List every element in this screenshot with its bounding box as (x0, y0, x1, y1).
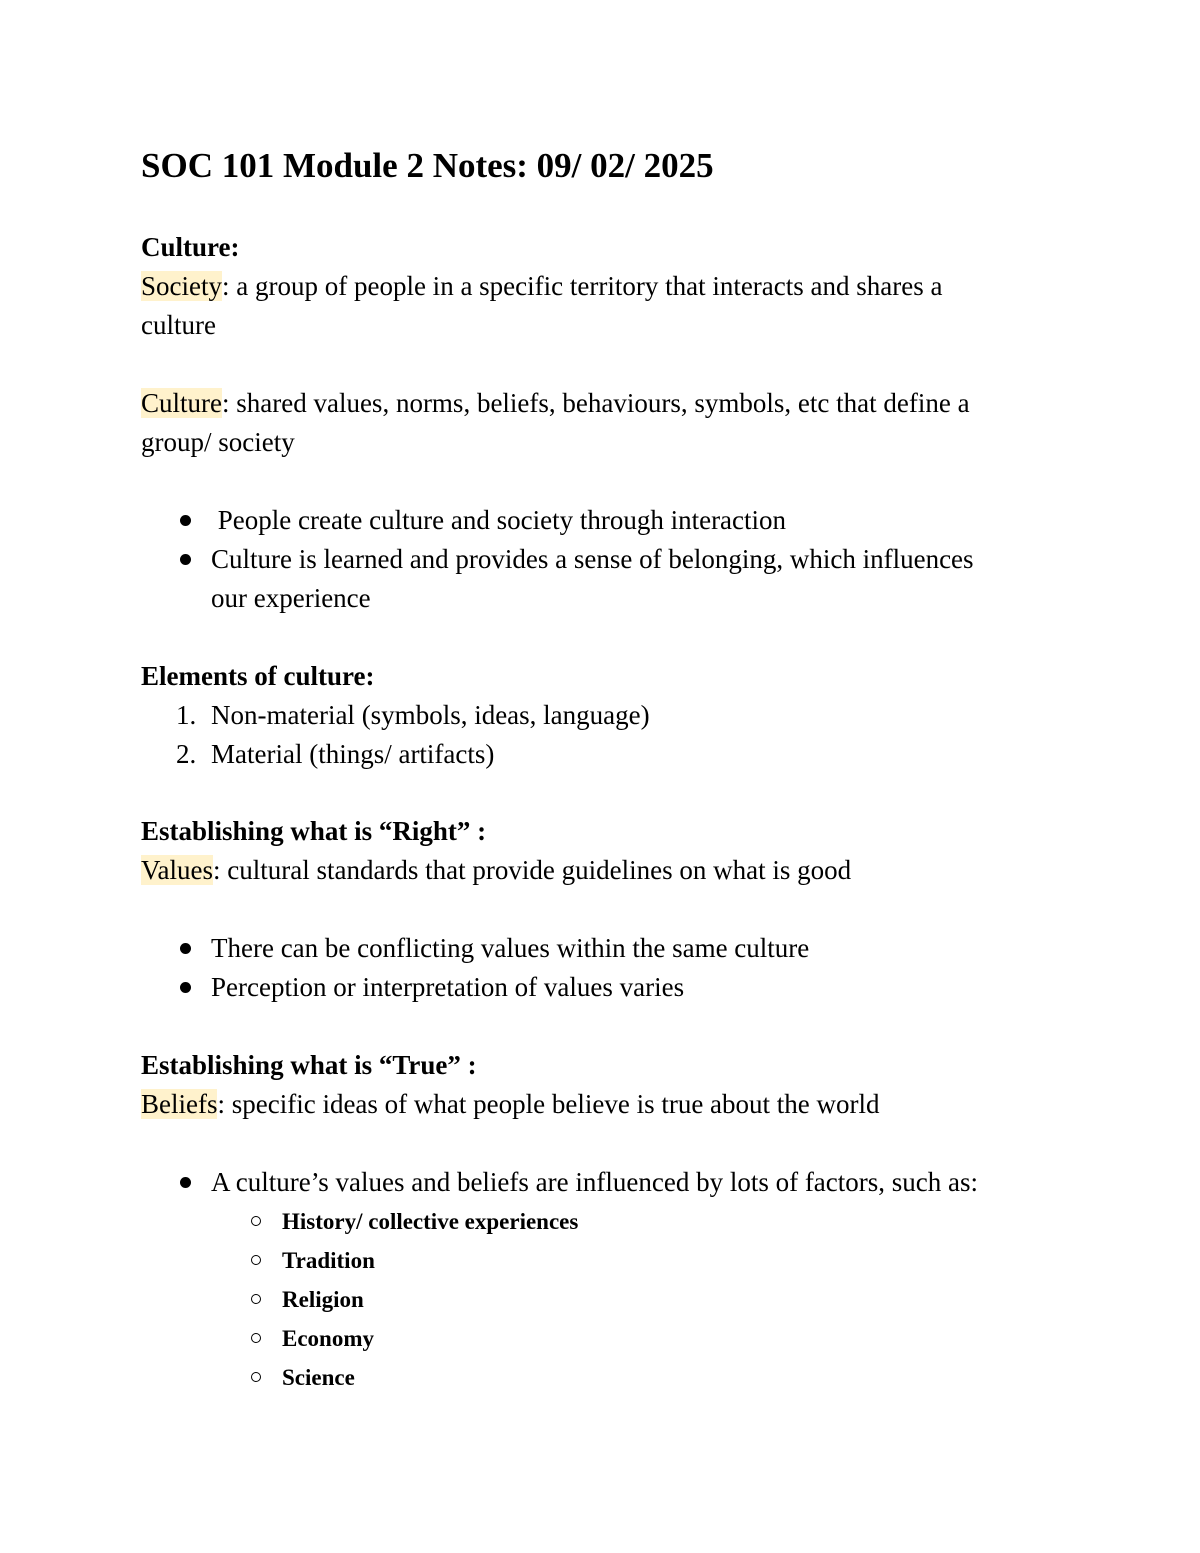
document-title: SOC 101 Module 2 Notes: 09/ 02/ 2025 (141, 146, 714, 185)
culture-bullet-1: People create culture and society through interaction (211, 505, 787, 535)
list-number: 2. (176, 739, 197, 769)
factor-item: History/ collective experiences (282, 1209, 579, 1234)
hollow-circle-icon (251, 1333, 261, 1343)
right-heading: Establishing what is “Right” : (141, 816, 487, 846)
values-bullet-1: There can be conflicting values within the same culture (211, 933, 810, 963)
bullet-dot-icon (180, 515, 191, 526)
elements-item-1: Non-material (symbols, ideas, language) (211, 700, 650, 730)
hollow-circle-icon (251, 1255, 261, 1265)
elements-heading: Elements of culture: (141, 661, 375, 691)
culture-heading: Culture: (141, 232, 240, 262)
culture-term: Culture (141, 388, 222, 418)
values-definition-line (141, 851, 851, 890)
culture-bullet-2-continuation: our experience (211, 583, 371, 613)
society-term: Society (141, 271, 222, 301)
beliefs-definition-text: : specific ideas of what people believe is true about the world (217, 1089, 880, 1119)
culture-definition-text: : shared values, norms, beliefs, behaviours, symbols, etc that define a (222, 388, 970, 418)
society-definition-line (141, 267, 942, 306)
bullet-dot-icon (180, 554, 191, 565)
society-definition-text: : a group of people in a specific territory that interacts and shares a (222, 271, 943, 301)
culture-definition-line (141, 384, 970, 423)
hollow-circle-icon (251, 1372, 261, 1382)
bullet-dot-icon (180, 982, 191, 993)
factor-item: Science (282, 1365, 355, 1390)
values-definition-text: : cultural standards that provide guidelines on what is good (212, 855, 852, 885)
hollow-circle-icon (251, 1294, 261, 1304)
factor-item: Religion (282, 1287, 364, 1312)
bullet-dot-icon (180, 943, 191, 954)
values-term: Values (141, 855, 213, 885)
society-definition-continuation: culture (141, 310, 216, 340)
factor-item: Economy (282, 1326, 374, 1351)
factor-item: Tradition (282, 1248, 375, 1273)
bullet-dot-icon (180, 1177, 191, 1188)
culture-definition-continuation: group/ society (141, 427, 295, 457)
values-bullet-2: Perception or interpretation of values varies (211, 972, 685, 1002)
beliefs-term: Beliefs (141, 1089, 218, 1119)
culture-bullet-2: Culture is learned and provides a sense of belonging, which influences (211, 544, 974, 574)
elements-item-2: Material (things/ artifacts) (211, 739, 495, 769)
list-number: 1. (176, 700, 197, 730)
true-heading: Establishing what is “True” : (141, 1050, 477, 1080)
beliefs-bullet-1: A culture’s values and beliefs are influenced by lots of factors, such as: (211, 1167, 979, 1197)
hollow-circle-icon (251, 1216, 261, 1226)
beliefs-definition-line (141, 1085, 880, 1124)
